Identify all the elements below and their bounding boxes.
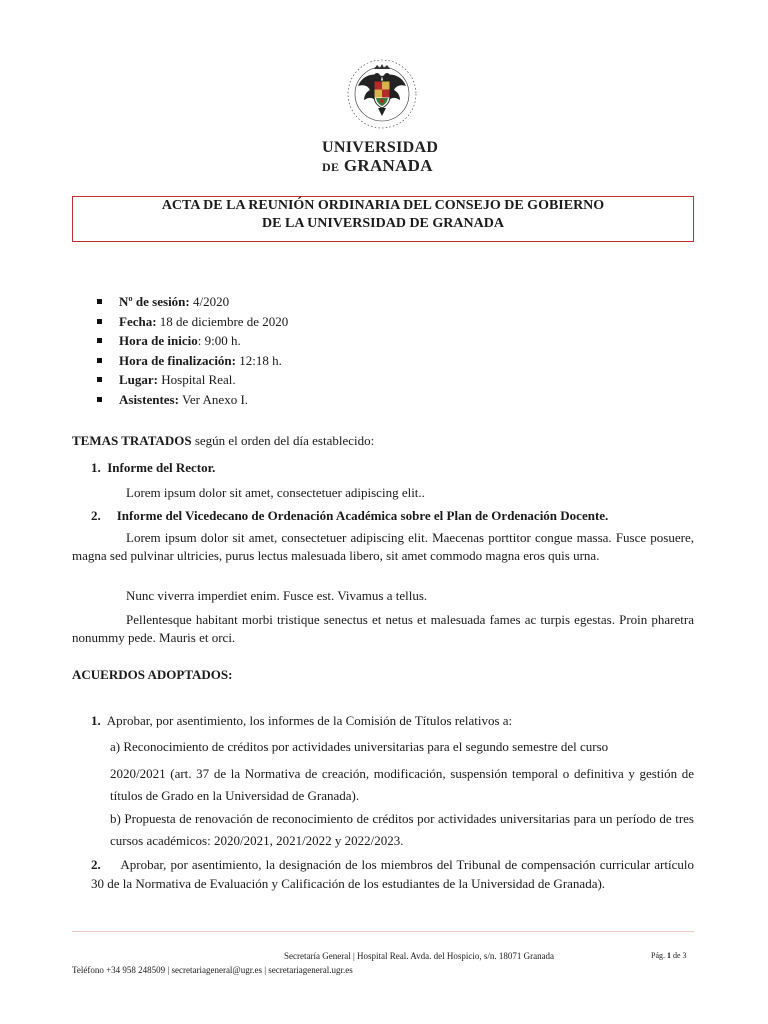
agenda-item-2 (91, 508, 608, 524)
acuerdo-1-text: Aprobar, por asentimiento, los informes de la Comisión de Títulos relativos a: (106, 713, 513, 728)
acuerdo-1 (91, 713, 512, 729)
info-label: Fecha: (119, 313, 157, 329)
item-title: Informe del Rector. (107, 460, 216, 475)
session-info-list (97, 292, 288, 409)
university-seal-logo (346, 56, 418, 136)
info-value: : 9:00 h. (197, 333, 241, 348)
document-title-box (72, 196, 694, 242)
acuerdo-2-text: Aprobar, por asentimiento, la designación de los miembros del Tribunal de compensación curricular artículo 30 de la Normativa de Evaluación y Calificación de los estudiantes de la Universidad de Granada). (91, 857, 694, 891)
item-number: 1. (91, 713, 101, 728)
bullet-icon (97, 338, 102, 343)
acuerdo-1-a-continued: 2020/2021 (art. 37 de la Normativa de creación, modificación, suspensión temporal o definitiva y gestión de títulos de Grado en la Universidad de Granada). (110, 766, 694, 803)
item2-paragraph-2: Nunc viverra imperdiet enim. Fusce est. Vivamus a tellus. (126, 588, 428, 603)
info-value: 12:18 h. (236, 352, 282, 368)
page-current: 1 (667, 951, 671, 960)
acuerdo-1-b: b) Propuesta de renovación de reconocimiento de créditos por actividades universitarias para un período de tres cursos académicos: 2020/2021, 2021/2022 y 2022/2023. (110, 811, 694, 848)
bullet-icon (97, 397, 102, 402)
page-prefix: Pág. (651, 951, 667, 960)
acuerdo-2 (91, 855, 694, 893)
footer-contact: Teléfono +34 958 248509 | secretariageneral@ugr.es | secretariageneral.ugr.es (72, 965, 353, 975)
list-item (97, 351, 288, 371)
title-line1: ACTA DE LA REUNIÓN ORDINARIA DEL CONSEJO DE GOBIERNO (161, 198, 605, 213)
agenda-item-1 (91, 460, 215, 476)
info-value: 18 de diciembre de 2020 (156, 313, 289, 329)
item-number: 1. (91, 460, 101, 475)
university-name-granada: GRANADA (343, 156, 433, 175)
bullet-icon (97, 319, 102, 324)
bullet-icon (97, 377, 102, 382)
info-label: Hora de finalización: (119, 352, 236, 368)
title-line2: DE LA UNIVERSIDAD DE GRANADA (262, 216, 504, 231)
list-item (97, 292, 288, 312)
info-label: Lugar: (119, 372, 158, 387)
item-number: 2. (91, 857, 101, 872)
item1-paragraph: Lorem ipsum dolor sit amet, consectetuer adipiscing elit.. (126, 485, 425, 500)
info-label: Asistentes: (119, 391, 179, 407)
footer-address: Secretaría General | Hospital Real. Avda. del Hospicio, s/n. 18071 Granada (284, 951, 555, 961)
info-value: Hospital Real. (158, 372, 236, 387)
page-number (651, 951, 687, 960)
temas-heading (72, 433, 374, 449)
info-value: Ver Anexo I. (178, 391, 249, 407)
item-number: 2. (91, 508, 101, 523)
list-item (97, 390, 288, 410)
acuerdo-1-a: a) Reconocimiento de créditos por actividades universitarias para el segundo semestre del curso (110, 739, 609, 754)
bullet-icon (97, 299, 102, 304)
info-value: 4/2020 (189, 294, 230, 309)
footer-divider (72, 931, 694, 932)
item2-paragraph-3: Pellentesque habitant morbi tristique senectus et netus et malesuada fames ac turpis egestas. Proin pharetra nonummy pede. Mauris et orci. (72, 612, 694, 645)
page-suffix: de 3 (671, 951, 687, 960)
info-label: Nº de sesión: (119, 294, 190, 309)
item-title: Informe del Vicedecano de Ordenación Académica sobre el Plan de Ordenación Docente. (116, 508, 609, 523)
list-item (97, 370, 288, 390)
university-wordmark (322, 139, 452, 176)
acuerdos-heading: ACUERDOS ADOPTADOS: (72, 667, 233, 682)
item2-paragraph-1: Lorem ipsum dolor sit amet, consectetuer adipiscing elit. Maecenas porttitor congue massa. Fusce posuere, magna sed pulvinar ultricies, purus lectus malesuada libero, sit amet commodo magna eros quis urna. (72, 530, 694, 563)
university-name-line2 (322, 157, 452, 176)
list-item (97, 331, 288, 351)
temas-suffix: según el orden del día establecido: (191, 433, 375, 448)
info-label: Hora de inicio (119, 333, 198, 348)
bullet-icon (97, 358, 102, 363)
temas-label: TEMAS TRATADOS (72, 433, 192, 448)
university-name-line1: UNIVERSIDAD (322, 139, 439, 156)
list-item (97, 312, 288, 332)
university-name-prefix: DE (322, 160, 340, 174)
